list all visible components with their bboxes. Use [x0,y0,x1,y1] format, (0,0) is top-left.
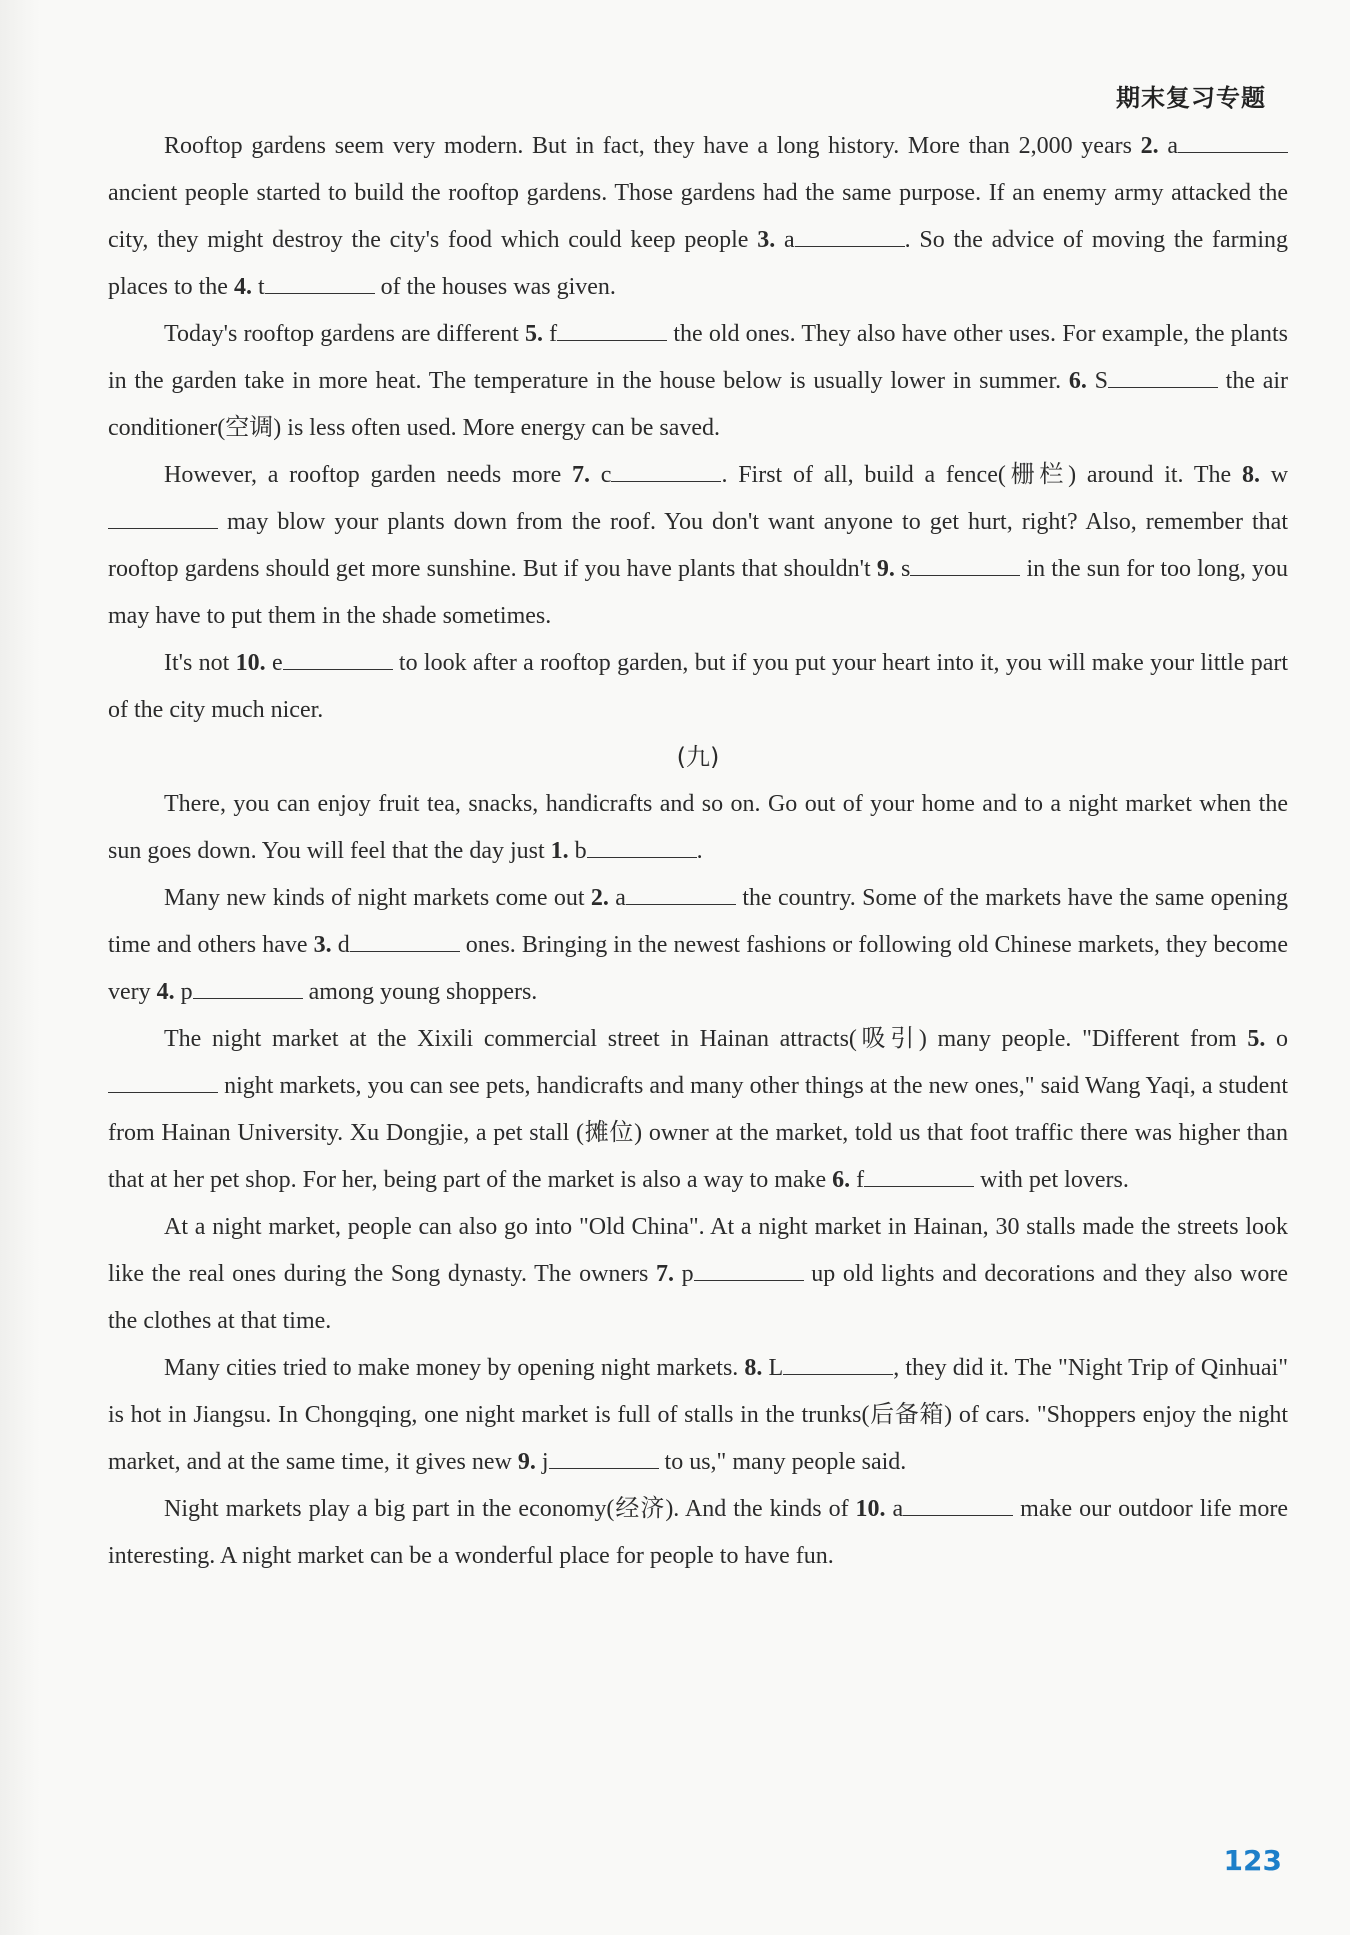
paragraph-text: the old ones. They also have other uses. For example, the plants in the garden take in more heat. The temperature in the house below is usually lower in summer. [108,321,1289,394]
page-header: 期末复习专题 [1116,84,1266,112]
answer-blank[interactable] [108,508,218,529]
paragraph [108,452,1288,640]
question-number: 9. [517,1449,536,1475]
paragraph-text: . First of all, build a fence(栅栏) around it. The [721,462,1242,488]
question-number: 2. [590,885,609,911]
page-edge-shadow [0,0,40,1935]
paragraph [108,123,1288,311]
paragraph-text: However, a rooftop garden needs more [164,462,573,488]
paragraph-text: ancient people started to build the rooftop gardens. Those gardens had the same purpose. If an enemy army attacked the city, they might destroy the city's food which could keep people [108,180,1288,253]
answer-blank[interactable] [350,931,460,952]
blank-first-letter: p [681,1261,694,1287]
answer-blank[interactable] [557,320,667,341]
question-number: 2. [1140,133,1159,159]
answer-blank[interactable] [587,837,697,858]
question-number: 7. [656,1261,674,1287]
paragraph-text: Rooftop gardens seem very modern. But in fact, they have a long history. More than 2,000 years [164,133,1141,159]
question-number: 6. [832,1167,851,1193]
paragraph [108,1486,1288,1580]
passage-8 [108,123,1288,734]
answer-blank[interactable] [795,226,905,247]
paragraph-text: to look after a rooftop garden, but if you put your heart into it, you will make your little part of the city much nicer. [108,650,1289,723]
answer-blank[interactable] [694,1260,804,1281]
question-number: 7. [572,462,591,488]
question-number: 10. [855,1496,886,1522]
paragraph-text: , they did it. The "Night Trip of Qinhuai" is hot in Jiangsu. In Chongqing, one night market is full of stalls in the trunks(后备箱) of cars. "Shoppers enjoy the night market, and at the same time, it gives new [108,1355,1288,1475]
question-number: 8. [1241,462,1260,488]
paragraph-text: to us," many people said. [658,1449,907,1475]
paragraph [108,1345,1288,1486]
paragraph [108,311,1288,452]
blank-first-letter: a [1167,133,1178,159]
answer-blank[interactable] [549,1448,659,1469]
blank-first-letter: a [892,1496,904,1522]
blank-first-letter: d [337,932,350,958]
paragraph-text: of the houses was given. [374,274,616,300]
question-number: 5. [1247,1026,1266,1052]
paragraph-text: among young shoppers. [302,979,538,1005]
paragraph-text: Today's rooftop gardens are different [164,321,525,347]
question-number: 3. [313,932,332,958]
paragraph-text: the country. Some of the markets have the same opening time and others have [108,885,1288,958]
blank-first-letter: e [271,650,283,676]
paragraph-text: Many new kinds of night markets come out [164,885,591,911]
blank-first-letter: o [1276,1026,1289,1052]
paragraph-text: The night market at the Xixili commercial street in Hainan attracts(吸引) many people. "Different from [164,1026,1248,1052]
blank-first-letter: S [1094,368,1108,394]
question-number: 8. [744,1355,763,1381]
paragraph [108,1204,1288,1345]
section-title: (九) [676,743,720,771]
passage-9 [108,781,1288,1580]
paragraph-text: the air conditioner(空调) is less often used. More energy can be saved. [108,368,1289,441]
question-number: 1. [550,838,569,864]
question-number: 3. [757,227,776,253]
page-number: 123 [1223,1844,1282,1877]
paragraph [108,1016,1288,1204]
paragraph-text: Night markets play a big part in the economy(经济). And the kinds of [164,1496,856,1522]
blank-first-letter: w [1270,462,1289,488]
paragraph-text: may blow your plants down from the roof. You don't want anyone to get hurt, right? Also, remember that rooftop gardens should get more sunshine. But if you have plants that shouldn't [108,509,1288,582]
blank-first-letter: f [856,1167,865,1193]
paragraph-text: There, you can enjoy fruit tea, snacks, handicrafts and so on. Go out of your home and to a night market when the sun goes down. You will feel that the day just [108,791,1288,864]
blank-first-letter: f [549,321,558,347]
blank-first-letter: b [574,838,587,864]
paragraph [108,875,1288,1016]
answer-blank[interactable] [864,1166,974,1187]
answer-blank[interactable] [283,649,393,670]
paragraph-text: make our outdoor life more interesting. A night market can be a wonderful place for people to have fun. [108,1496,1289,1569]
blank-first-letter: s [900,556,911,582]
answer-blank[interactable] [910,555,1020,576]
blank-first-letter: a [783,227,795,253]
answer-blank[interactable] [626,884,736,905]
answer-blank[interactable] [903,1495,1013,1516]
question-number: 9. [876,556,895,582]
answer-blank[interactable] [1178,132,1288,153]
blank-first-letter: j [541,1449,549,1475]
paragraph-text: At a night market, people can also go into "Old China". At a night market in Hainan, 30 stalls made the streets look like the real ones during the Song dynasty. The owners [108,1214,1288,1287]
blank-first-letter: p [180,979,193,1005]
question-number: 4. [233,274,252,300]
paragraph-text: in the sun for too long, you may have to put them in the shade sometimes. [108,556,1288,629]
paragraph-text: It's not [164,650,236,676]
question-number: 5. [524,321,543,347]
blank-first-letter: a [615,885,626,911]
page-content [108,123,1288,1580]
answer-blank[interactable] [611,461,721,482]
paragraph-text: night markets, you can see pets, handicrafts and many other things at the new ones," said Wang Yaqi, a student from Hainan University. Xu Dongjie, a pet stall (摊位) owner at the market, told us that foot traffic there was higher than that at her pet shop. For her, being part of the market is also a way to make [108,1073,1288,1193]
question-number: 4. [156,979,175,1005]
paragraph-text: . [696,838,703,864]
blank-first-letter: L [768,1355,784,1381]
question-number: 6. [1068,368,1087,394]
answer-blank[interactable] [1108,367,1218,388]
paragraph-text: Many cities tried to make money by opening night markets. [164,1355,745,1381]
answer-blank[interactable] [108,1072,218,1093]
paragraph-text: with pet lovers. [974,1167,1129,1193]
paragraph-text: up old lights and decorations and they also wore the clothes at that time. [108,1261,1289,1334]
question-number: 10. [235,650,266,676]
blank-first-letter: c [600,462,612,488]
answer-blank[interactable] [783,1354,893,1375]
paragraph [108,781,1288,875]
paragraph-text: ones. Bringing in the newest fashions or following old Chinese markets, they become very [108,932,1288,1005]
paragraph [108,640,1288,734]
blank-first-letter: t [257,274,265,300]
paragraph-text: . So the advice of moving the farming places to the [108,227,1289,300]
answer-blank[interactable] [265,273,375,294]
answer-blank[interactable] [193,978,303,999]
